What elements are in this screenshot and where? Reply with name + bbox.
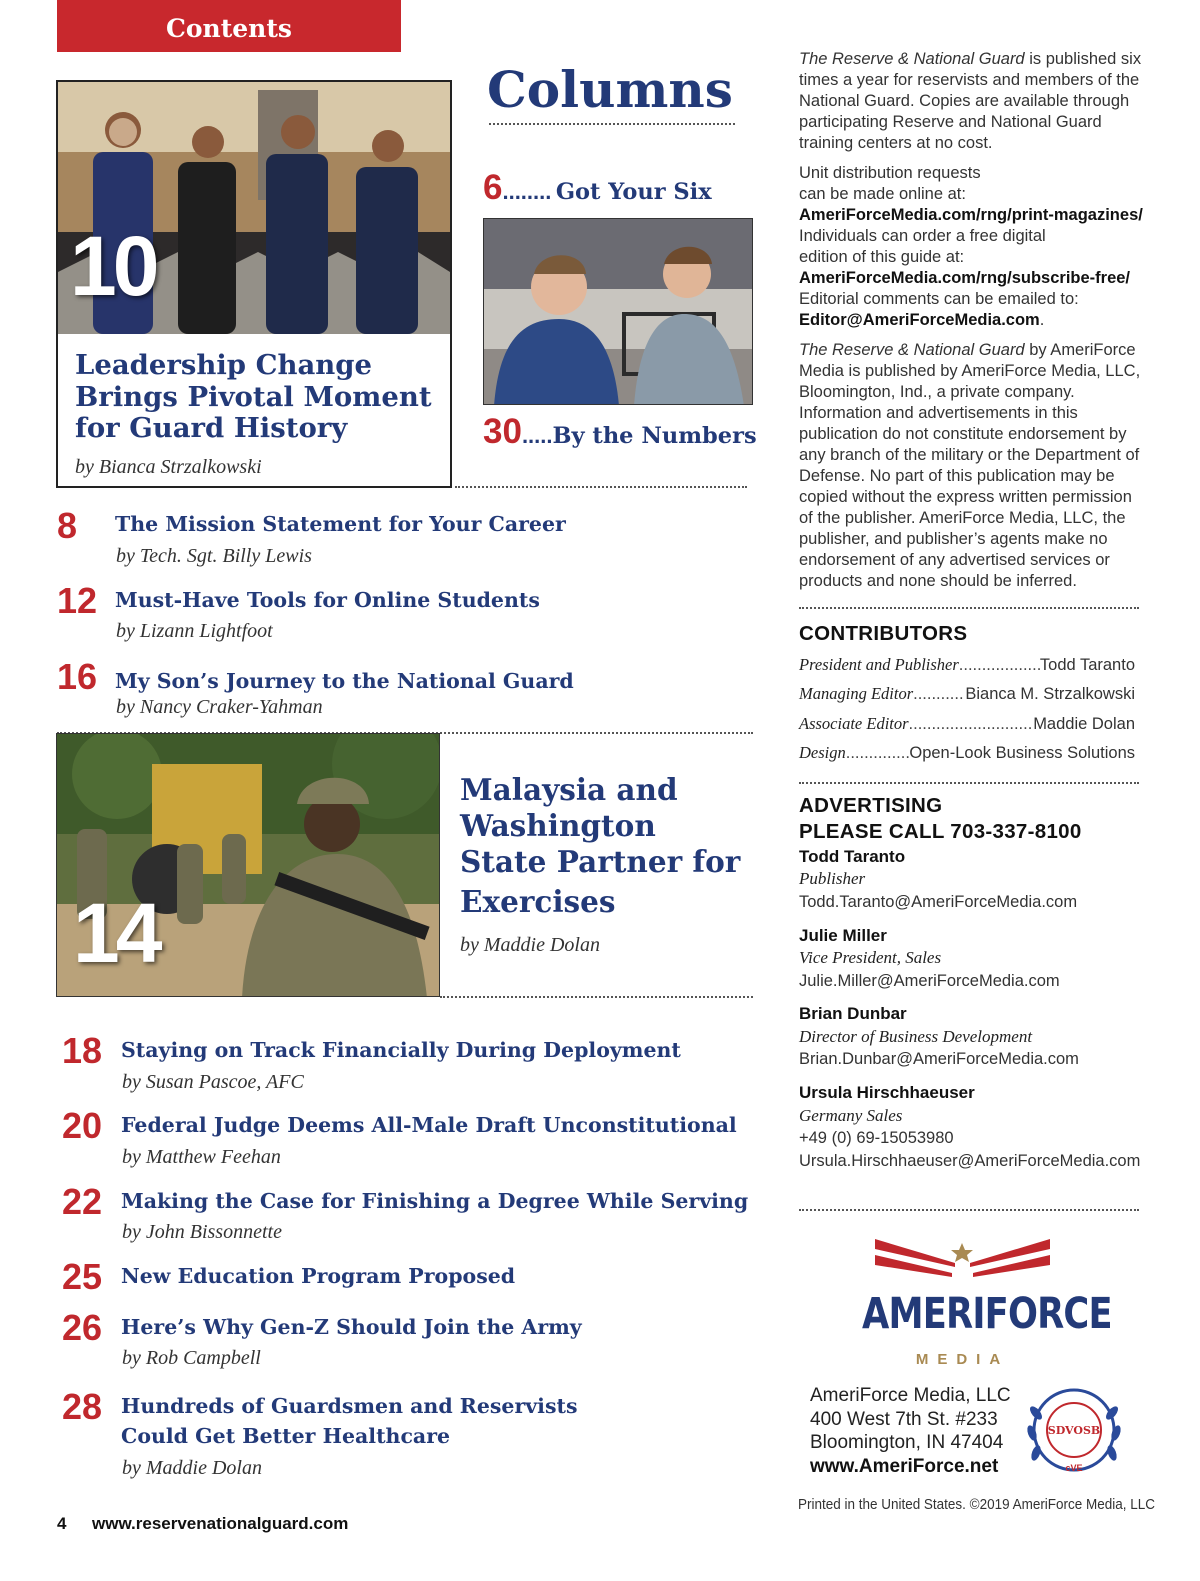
toc-title: Hundreds of Guardsmen and Reservists bbox=[121, 1394, 578, 1418]
toc-byline: by Tech. Sgt. Billy Lewis bbox=[116, 545, 312, 567]
ad-contact-email[interactable]: Ursula.Hirschhaeuser@AmeriForceMedia.com bbox=[799, 1152, 1141, 1170]
feature-title-line: Leadership Change bbox=[75, 349, 373, 381]
toc-byline: by Maddie Dolan bbox=[122, 1457, 262, 1479]
feature-title-line: Exercises bbox=[460, 884, 616, 919]
logo-sub: MEDIA bbox=[915, 1351, 1010, 1368]
contributor-row: Managing Editor ..... Bianca M. Strzalkowski bbox=[799, 684, 1135, 704]
unit-line: Unit distribution requests bbox=[799, 164, 981, 182]
toc-title: The Mission Statement for Your Career bbox=[115, 512, 566, 536]
ad-contact-email[interactable]: Julie.Miller@AmeriForceMedia.com bbox=[799, 972, 1060, 990]
seal-text: SDVOSB bbox=[1047, 1424, 1101, 1437]
address-company: AmeriForce Media, LLC bbox=[810, 1385, 1011, 1406]
seal-bottom-text: cVE bbox=[1065, 1463, 1083, 1473]
column-title: By the Numbers bbox=[552, 423, 757, 449]
feature-title-line: State Partner for bbox=[460, 844, 741, 879]
column-item-by-the-numbers[interactable] bbox=[483, 412, 757, 452]
masthead-publication-name: The Reserve & National Guard bbox=[799, 341, 1025, 359]
advertising-heading: ADVERTISING bbox=[799, 794, 943, 817]
digital-line: edition of this guide at: bbox=[799, 248, 965, 266]
digital-url-link[interactable]: AmeriForceMedia.com/rng/subscribe-free/ bbox=[799, 269, 1131, 287]
masthead-distribution bbox=[799, 163, 1144, 331]
toc-title: Must-Have Tools for Online Students bbox=[115, 588, 540, 612]
toc-title: Making the Case for Finishing a Degree While Serving bbox=[121, 1189, 749, 1213]
toc-number: 18 bbox=[62, 1030, 103, 1071]
toc-title: Here’s Why Gen-Z Should Join the Army bbox=[121, 1315, 582, 1339]
toc-byline: by Lizann Lightfoot bbox=[116, 620, 273, 642]
advertising-phone: PLEASE CALL 703-337-8100 bbox=[799, 820, 1082, 843]
feature-title-leadership[interactable] bbox=[75, 350, 432, 445]
column-number: 30 bbox=[483, 412, 522, 451]
feature-title-line: Brings Pivotal Moment bbox=[75, 380, 432, 413]
feature-byline-leadership: by Bianca Strzalkowski bbox=[75, 456, 262, 478]
footer-site-link[interactable]: www.reservenationalguard.com bbox=[92, 1514, 349, 1533]
feature-byline-malaysia: by Maddie Dolan bbox=[460, 934, 600, 956]
sdvosb-seal bbox=[1022, 1383, 1126, 1479]
masthead-divider bbox=[799, 607, 1139, 609]
columns-divider bbox=[489, 123, 735, 125]
column-title: Got Your Six bbox=[555, 179, 712, 205]
ad-contact-phone[interactable]: +49 (0) 69-15053980 bbox=[799, 1129, 954, 1147]
ad-contact-title: Director of Business Development bbox=[799, 1027, 1033, 1046]
toc-number: 25 bbox=[62, 1256, 103, 1297]
editorial-email-link[interactable]: Editor@AmeriForceMedia.com. bbox=[799, 311, 1045, 329]
toc-number: 28 bbox=[62, 1386, 103, 1427]
ad-contact-email[interactable]: Brian.Dunbar@AmeriForceMedia.com bbox=[799, 1050, 1079, 1068]
unit-line: can be made online at: bbox=[799, 185, 966, 203]
masthead-intro-text: is published six times a year for reservists and members of the National Guard. Copies are available through participating Reserve and National Guard training centers at no cost. bbox=[799, 50, 1142, 152]
columns-bottom-divider bbox=[455, 486, 747, 488]
toc-number: 26 bbox=[62, 1307, 103, 1348]
masthead-intro bbox=[799, 49, 1144, 154]
toc-byline: by Rob Campbell bbox=[122, 1347, 261, 1369]
feature-title-line: for Guard History bbox=[75, 412, 348, 444]
toc-title: My Son’s Journey to the National Guard bbox=[115, 669, 574, 693]
toc-number: 16 bbox=[57, 656, 98, 697]
toc-title: Federal Judge Deems All-Male Draft Unconstitutional bbox=[121, 1113, 737, 1137]
address-web-link[interactable]: www.AmeriForce.net bbox=[810, 1455, 999, 1477]
ad-contact-email[interactable]: Todd.Taranto@AmeriForceMedia.com bbox=[799, 893, 1078, 911]
columns-heading: Columns bbox=[487, 60, 733, 119]
toc-title: New Education Program Proposed bbox=[121, 1264, 516, 1288]
feature-number-10: 10 bbox=[70, 219, 156, 313]
contributors-heading: CONTRIBUTORS bbox=[799, 622, 968, 645]
toc-number: 8 bbox=[57, 505, 78, 546]
toc-number: 20 bbox=[62, 1105, 103, 1146]
advertising-divider bbox=[799, 1209, 1139, 1211]
digital-line: Individuals can order a free digital bbox=[799, 227, 1046, 245]
feature-number-14: 14 bbox=[73, 886, 159, 980]
column-number: 6 bbox=[483, 168, 503, 207]
logo-wordmark: AMERIFORCE bbox=[862, 1289, 1112, 1339]
contributors-divider bbox=[799, 782, 1139, 784]
ad-contact-title: Vice President, Sales bbox=[799, 948, 942, 967]
address-city: Bloomington, IN 47404 bbox=[810, 1432, 1004, 1453]
toc-title: Staying on Track Financially During Deployment bbox=[121, 1038, 681, 1062]
contributor-row: President and Publisher ..... Todd Taranto bbox=[799, 655, 1135, 675]
masthead-publication-name: The Reserve & National Guard bbox=[799, 50, 1025, 68]
ad-contact-name: Brian Dunbar bbox=[799, 1004, 907, 1023]
masthead-disclaimer-text: by AmeriForce Media is published by AmeriForce Media, LLC, Bloomington, Ind., a private company. Information and advertisements in this publication do not constitute endorsement by any branch of the military or the Department of Defense. No part of this publication may be copied without the express written permission of the publisher. AmeriForce Media, LLC, the publisher, and publisher’s agents make no endorsement of any advertised services or products and none should be inferred. bbox=[799, 341, 1141, 590]
address-street: 400 West 7th St. #233 bbox=[810, 1408, 998, 1430]
toc-number: 22 bbox=[62, 1181, 103, 1222]
contributor-row: Associate Editor ..... Maddie Dolan bbox=[799, 714, 1135, 734]
unit-url-link[interactable]: AmeriForceMedia.com/rng/print-magazines/ bbox=[799, 206, 1143, 224]
ad-contact-name: Julie Miller bbox=[799, 926, 887, 945]
editorial-line: Editorial comments can be emailed to: bbox=[799, 290, 1079, 308]
column-item-got-your-six[interactable] bbox=[483, 168, 712, 208]
column-photo-got-your-six bbox=[483, 218, 753, 405]
wings-icon bbox=[840, 1235, 1085, 1295]
page-number: 4 bbox=[57, 1514, 67, 1533]
ad-contact-title: Germany Sales bbox=[799, 1106, 903, 1125]
toc-byline: by John Bissonnette bbox=[122, 1221, 282, 1243]
printed-notice: Printed in the United States. ©2019 AmeriForce Media, LLC bbox=[798, 1497, 1155, 1513]
column-dots: ..... bbox=[521, 423, 553, 448]
column-dots: ........ bbox=[502, 179, 552, 204]
ad-contact-name: Ursula Hirschhaeuser bbox=[799, 1083, 975, 1102]
ameriforce-logo bbox=[840, 1235, 1112, 1375]
ad-contact-name: Todd Taranto bbox=[799, 847, 906, 866]
ad-contact-title: Publisher bbox=[799, 869, 866, 888]
toc-title-line2: Could Get Better Healthcare bbox=[121, 1424, 451, 1448]
toc-byline: by Susan Pascoe, AFC bbox=[122, 1071, 304, 1093]
contributor-row: Design ..... Open-Look Business Solutions bbox=[799, 743, 1135, 763]
feature-title-malaysia[interactable] bbox=[460, 772, 740, 920]
feature2-divider bbox=[440, 996, 753, 998]
toc-byline: by Nancy Craker-Yahman bbox=[116, 696, 323, 718]
contents-tab: Contents bbox=[57, 0, 401, 52]
toc-byline: by Matthew Feehan bbox=[122, 1146, 281, 1168]
feature-title-line: Malaysia and bbox=[460, 772, 678, 807]
feature-title-line: Washington bbox=[460, 808, 656, 843]
company-address bbox=[810, 1384, 1011, 1478]
masthead-disclaimer bbox=[799, 340, 1144, 592]
toc-number: 12 bbox=[57, 580, 98, 621]
